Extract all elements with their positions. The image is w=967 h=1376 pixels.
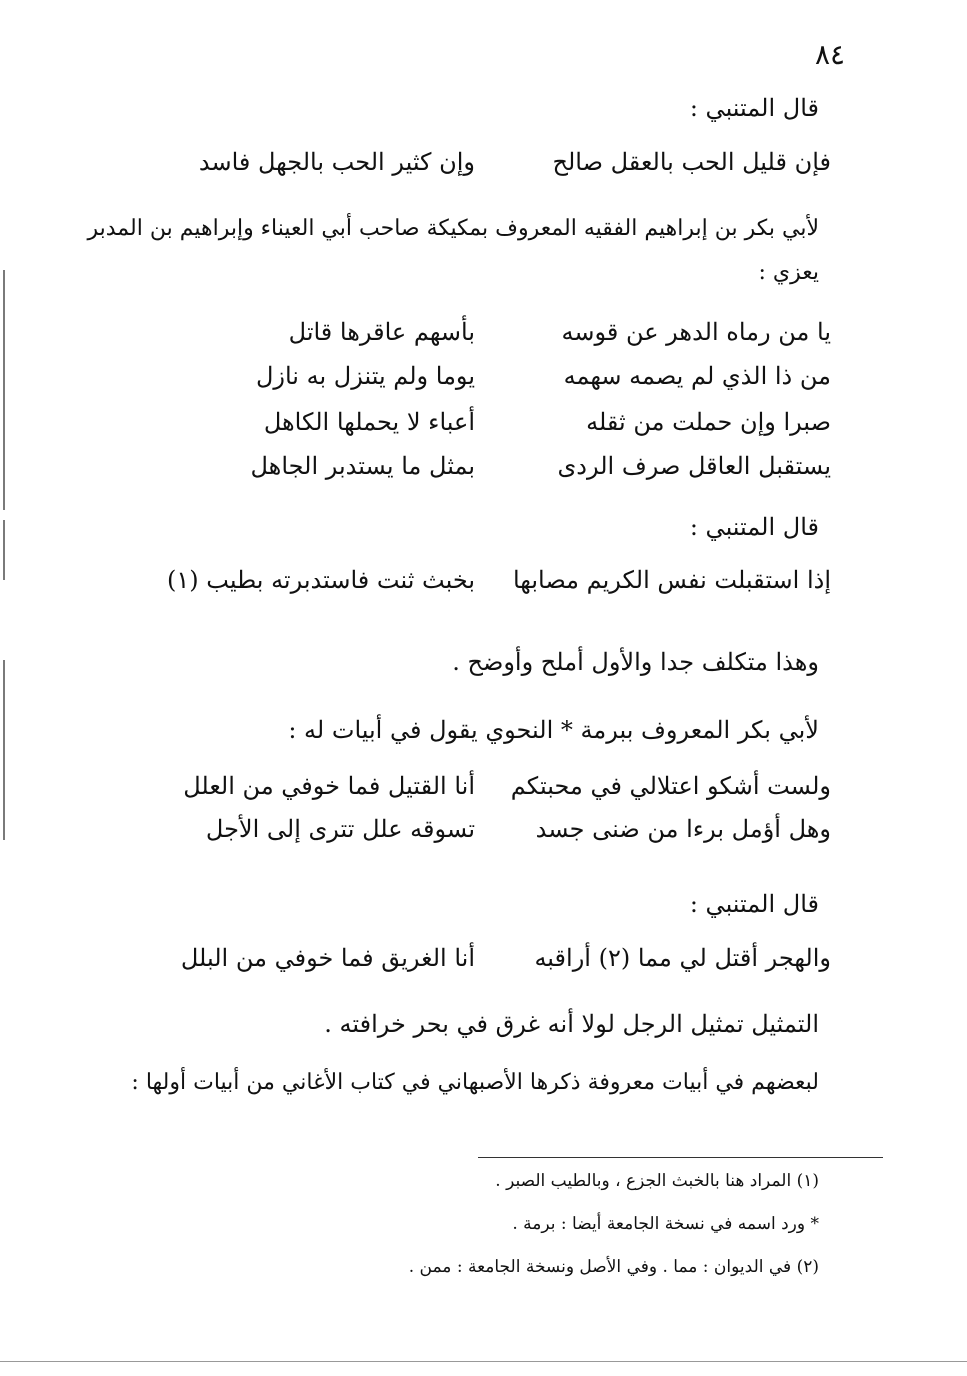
verse-1-right: فإن قليل الحب بالعقل صالح: [552, 148, 831, 176]
page-number: ٨٤: [815, 38, 846, 71]
scan-edge-mark: [3, 270, 5, 510]
verse-3-right: من ذا الذي لم يصمه سهمه: [563, 362, 831, 390]
scan-edge-mark: [3, 660, 5, 840]
footnote-1: (١) المراد هنا بالخبث الجزع ، وبالطيب الصبر .: [495, 1171, 819, 1191]
intro-line-1: قال المتنبي :: [689, 94, 819, 122]
intro-line-3: قال المتنبي :: [689, 513, 819, 541]
verse-5-left: بمثل ما يستدبر الجاهل: [250, 452, 475, 480]
verse-9-left: أنا الغريق فما خوفي من البلل: [180, 944, 475, 972]
verse-6-right: إذا استقبلت نفس الكريم مصابها: [512, 566, 831, 594]
verse-2-left: بأسهم عاقرها قاتل: [288, 318, 475, 346]
verse-4-left: أعباء لا يحملها الكاهل: [263, 408, 475, 436]
footnote-3: (٢) في الديوان : مما . وفي الأصل ونسخة الجامعة : ممن .: [408, 1257, 819, 1277]
intro-line-5: قال المتنبي :: [689, 890, 819, 918]
prose-line-3: لبعضهم في أبيات معروفة ذكرها الأصبهاني في كتاب الأغاني من أبيات أولها :: [131, 1070, 819, 1095]
verse-8-left: تسوقه علل تترى إلى الأجل: [205, 815, 475, 843]
footnote-2: * ورد اسمه في نسخة الجامعة أيضا : برمة .: [512, 1214, 819, 1234]
verse-7-left: أنا القتيل فما خوفي من العلل: [183, 772, 475, 800]
verse-7-right: ولست أشكو اعتلالي في محبتكم: [510, 772, 831, 800]
intro-line-2: لأبي بكر بن إبراهيم الفقيه المعروف بمكيكة صاحب أبي العيناء وإبراهيم بن المدبر: [87, 216, 819, 241]
verse-5-right: يستقبل العاقل صرف الردى: [557, 452, 831, 480]
bottom-scan-line: [0, 1361, 967, 1362]
intro-line-2-continued: يعزي :: [758, 260, 819, 285]
verse-1-left: وإن كثير الحب بالجهل فاسد: [198, 148, 475, 176]
scan-edge-mark: [3, 520, 5, 580]
prose-line-1: وهذا متكلف جدا والأول أملح وأوضح .: [452, 648, 819, 676]
verse-2-right: يا من رماه الدهر عن قوسه: [561, 318, 831, 346]
verse-6-left: بخبث ثنت فاستدبرته بطيب (١): [167, 566, 475, 594]
verse-9-right: والهجر أقتل لي مما (٢) أراقبه: [534, 944, 831, 972]
intro-line-4: لأبي بكر المعروف ببرمة * النحوي يقول في أبيات له :: [288, 716, 819, 744]
footnote-separator: [478, 1157, 883, 1158]
prose-line-2: التمثيل تمثيل الرجل لولا أنه غرق في بحر خرافته .: [324, 1010, 819, 1038]
verse-8-right: وهل أؤمل برءا من ضنى جسد: [535, 815, 831, 843]
verse-3-left: يوما ولم يتنزل به نازل: [255, 362, 475, 390]
verse-4-right: صبرا وإن حملت من ثقله: [586, 408, 831, 436]
